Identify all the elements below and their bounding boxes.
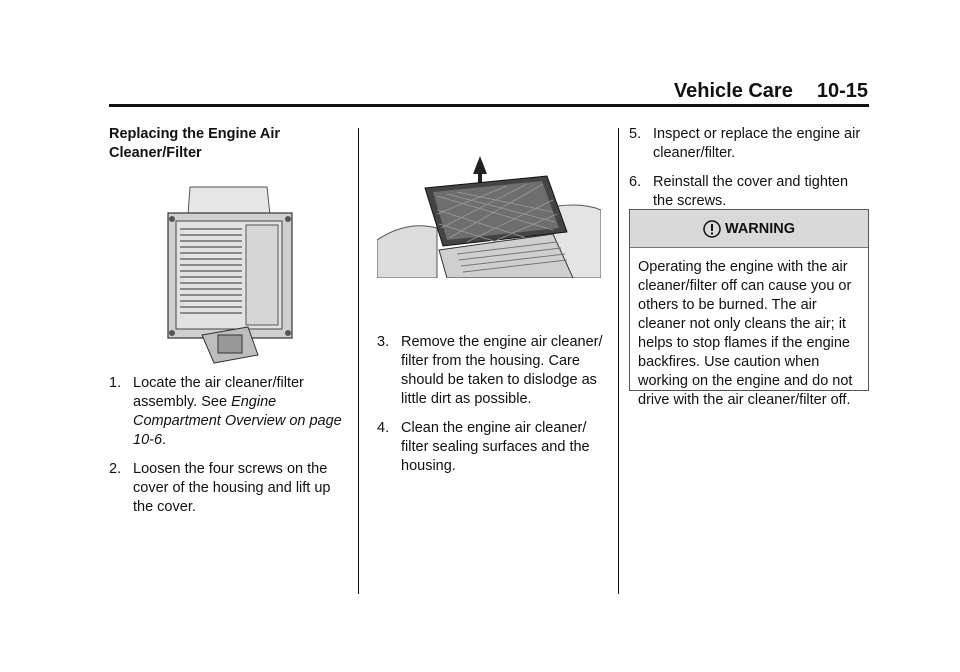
- step-6: 6. Reinstall the cover and tighten the screws.: [629, 174, 849, 209]
- cross-reference: Engine Compartment Overview on page 10-6: [133, 394, 342, 448]
- step-3: 3. Remove the engine air cleaner/ filter from the housing. Care should be taken to dislodge as little dirt as possible.: [377, 334, 603, 407]
- column-divider-1: [358, 128, 359, 594]
- page-header: [674, 80, 868, 103]
- warning-box: [629, 209, 869, 408]
- steps-col2: [377, 333, 605, 486]
- warning-header: [630, 210, 868, 248]
- step-1: 1. Locate the air cleaner/filter assembly. See Engine Compartment Overview on page 10-6.: [109, 375, 342, 448]
- air-cleaner-housing-illustration: [162, 185, 298, 365]
- column-divider-2: [618, 128, 619, 594]
- page-number: 10-15: [816, 80, 868, 102]
- header-rule: [109, 104, 869, 107]
- step-2: 2. Loosen the four screws on the cover of the housing and lift up the cover.: [109, 461, 331, 515]
- warning-title: WARNING: [724, 220, 796, 237]
- caution-circle-icon: [703, 220, 721, 238]
- column-1: [109, 125, 349, 163]
- step-4: 4. Clean the engine air cleaner/ filter sealing surfaces and the housing.: [377, 420, 590, 474]
- step-5: 5. Inspect or replace the engine air cleaner/filter.: [629, 126, 861, 161]
- section-title: Vehicle Care: [673, 80, 793, 102]
- column-3: [629, 125, 869, 221]
- warning-body: Operating the engine with the air cleaner/filter off can cause you or others to be burned. The air cleaner not only cleans the air; it helps to stop flames if the engine backfires. Use caution when working on the engine and do not drive with the air cleaner/filter off.: [638, 259, 853, 408]
- filter-removal-illustration: [377, 150, 601, 278]
- section-heading: Replacing the Engine Air Cleaner/Filter: [109, 126, 281, 161]
- steps-col1: [109, 374, 349, 527]
